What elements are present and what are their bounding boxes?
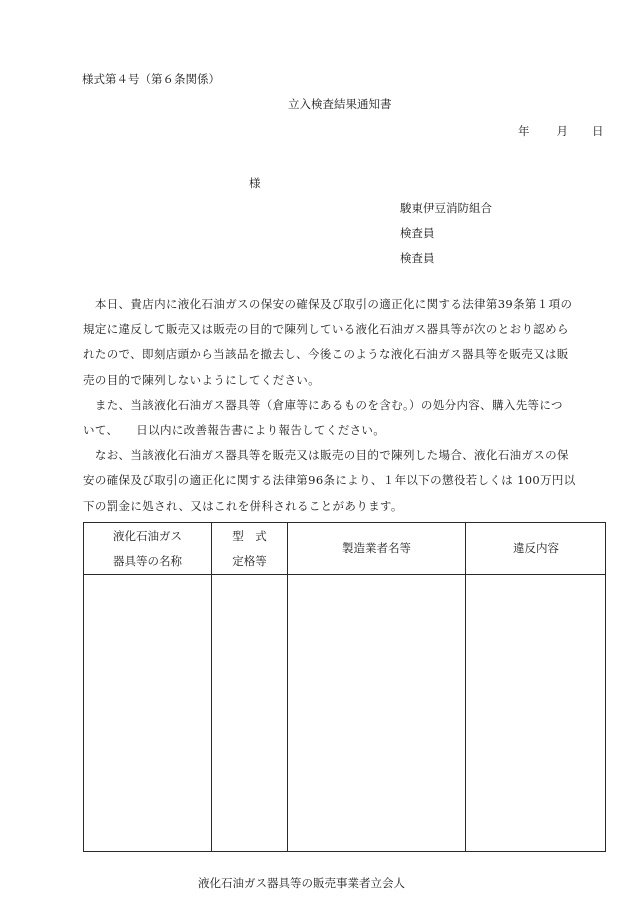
addressee-suffix: 様	[249, 176, 261, 190]
date-year-label: 年	[518, 124, 530, 138]
header-manufacturer: 製造業者名等	[342, 541, 411, 555]
table-column-divider	[287, 523, 288, 851]
header-item-name: 液化石油ガス 器具等の名称	[113, 529, 182, 568]
body-line: 売の目的で陳列しないようにしてください。	[83, 372, 320, 387]
inspector-label-1: 検査員	[400, 226, 435, 240]
date-line	[518, 123, 604, 139]
body-line: いて、 日以内に改善報告書により報告してください。	[83, 422, 386, 437]
date-day-label: 日	[592, 124, 604, 138]
date-month-label: 月	[556, 124, 568, 138]
table-column-divider	[465, 523, 466, 851]
header-model-rating: 型 式 定格等	[232, 529, 267, 568]
body-line: 本日、貴店内に液化石油ガスの保安の確保及び取引の適正化に関する法律第39条第１項の	[83, 297, 573, 311]
header-violation: 違反内容	[513, 541, 559, 555]
inspector-label-2: 検査員	[400, 251, 435, 265]
form-number: 様式第４号（第６条関係）	[82, 72, 220, 86]
body-line: れたので、即刻店頭から当該品を撤去し、今後このような液化石油ガス器具等を販売又は販	[83, 347, 569, 362]
table-header-divider	[84, 574, 605, 575]
body-line: 規定に違反して販売又は販売の目的で陳列している液化石油ガス器具等が次のとおり認めら	[83, 322, 569, 337]
document-title: 立入検査結果通知書	[288, 97, 392, 111]
body-line: なお、当該液化石油ガス器具等を販売又は販売の目的で陳列した場合、液化石油ガスの保	[83, 448, 569, 463]
violation-table	[83, 522, 606, 852]
issuer-organization: 駿東伊豆消防組合	[400, 201, 492, 215]
body-line: 下の罰金に処され、又はこれを併科されることがあります。	[83, 498, 403, 513]
witness-signature-label: 液化石油ガス器具等の販売事業者立会人	[198, 876, 405, 890]
body-line: 安の確保及び取引の適正化に関する法律第96条により、１年以下の懲役若しくは 100万円以	[83, 473, 576, 488]
body-line: また、当該液化石油ガス器具等（倉庫等にあるものを含む。）の処分内容、購入先等につ	[83, 397, 563, 412]
notice-body	[83, 292, 606, 519]
